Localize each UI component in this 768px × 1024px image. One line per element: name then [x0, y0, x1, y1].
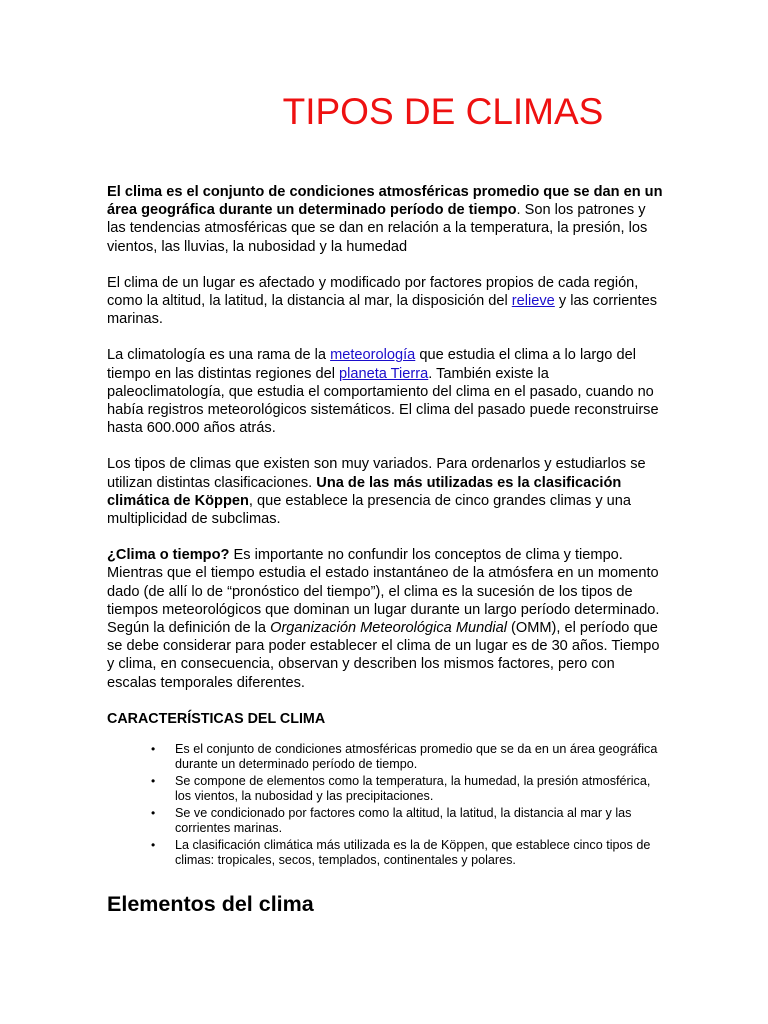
clima-tiempo-bold: ¿Clima o tiempo? — [107, 547, 230, 564]
list-item-text: Se compone de elementos como la temperatura, la humedad, la presión atmosférica, los vientos, la nubosidad y las precipitaciones. — [175, 773, 651, 803]
bullet-icon: • — [151, 741, 156, 756]
bullet-icon: • — [151, 837, 156, 852]
climatologia-text-1: La climatología es una rama de la — [107, 347, 331, 364]
clima-tiempo-text-1: Es importante no confundir los conceptos de clima y tiempo. Mientras que el tiempo estudia el estado instantáneo de la atmósfera en un momento dado (de allí lo de “pronóstico del tiempo”), el clima es la sucesión de los tipos de tiempos meteorológicos que dominan un lugar durante un largo período determinado. Según la definición de la — [107, 547, 660, 637]
tipos-bold: Una de las más utilizadas es la clasificación climática de Köppen — [107, 474, 622, 509]
paragraph-definition — [107, 183, 667, 256]
definition-rest: . Son los patrones y las tendencias atmosféricas que se dan en relación a la temperatura, la presión, los vientos, las lluvias, la nubosidad y la humedad — [107, 202, 648, 255]
list-item — [151, 773, 667, 804]
list-item-text: Es el conjunto de condiciones atmosféricas promedio que se da en un área geográfica durante un determinado período de tiempo. — [175, 741, 658, 772]
section-heading-caracteristicas: CARACTERÍSTICAS DEL CLIMA — [107, 710, 326, 727]
clima-tiempo-text-2: (OMM), el período que se debe considerar para poder establecer el clima de un lugar es de 30 años. Tiempo y clima, en consecuencia, observan y describen los mismos factores, pero con escalas temporales diferentes. — [107, 620, 660, 691]
paragraph-clima-tiempo — [107, 546, 667, 692]
meteorologia-link[interactable]: meteorología — [330, 347, 416, 364]
list-item — [151, 741, 667, 772]
planeta-tierra-link[interactable]: planeta Tierra — [339, 365, 429, 382]
climatologia-text-3: . También existe la paleoclimatología, que estudia el comportamiento del clima en el pasado, cuando no había registros meteorológicos sistemáticos. El clima del pasado puede reconstruirse hasta 600.000 años atrás. — [107, 365, 659, 437]
paragraph-climatologia — [107, 346, 667, 437]
definition-bold: El clima es el conjunto de condiciones atmosféricas promedio que se dan en un área geográfica durante un determinado período de tiempo — [107, 184, 663, 219]
tipos-text-1: Los tipos de climas que existen son muy variados. Para ordenarlos y estudiarlos se utilizan distintas clasificaciones. — [107, 456, 646, 491]
caracteristicas-list — [107, 742, 667, 868]
paragraph-tipos — [107, 455, 667, 528]
paragraph-factors — [107, 274, 667, 329]
list-item — [151, 805, 667, 836]
list-item — [151, 837, 667, 868]
tipos-text-2: , que establece la presencia de cinco grandes climas y una multiplicidad de subclimas. — [107, 492, 632, 528]
heading-elementos: Elementos del clima — [107, 892, 314, 916]
list-item-text: La clasificación climática más utilizada es la de Köppen, que establece cinco tipos de climas: tropicales, secos, templados, continentales y polares. — [175, 837, 651, 867]
document-title: TIPOS DE CLIMAS — [282, 91, 604, 132]
bullet-icon: • — [151, 773, 156, 788]
relieve-link[interactable]: relieve — [511, 293, 555, 310]
factors-text-1: El clima de un lugar es afectado y modificado por factores propios de cada región, como la altitud, la latitud, la distancia al mar, la disposición del — [107, 274, 639, 310]
document-body — [107, 183, 667, 918]
bullet-icon: • — [151, 805, 156, 820]
factors-text-2: y las corrientes marinas. — [107, 293, 657, 328]
omm-italic: Organización Meteorológica Mundial — [270, 620, 507, 637]
list-item-text: Se ve condicionado por factores como la altitud, la latitud, la distancia al mar y las corrientes marinas. — [175, 805, 632, 835]
climatologia-text-2: que estudia el clima a lo largo del tiempo en las distintas regiones del — [107, 347, 636, 382]
